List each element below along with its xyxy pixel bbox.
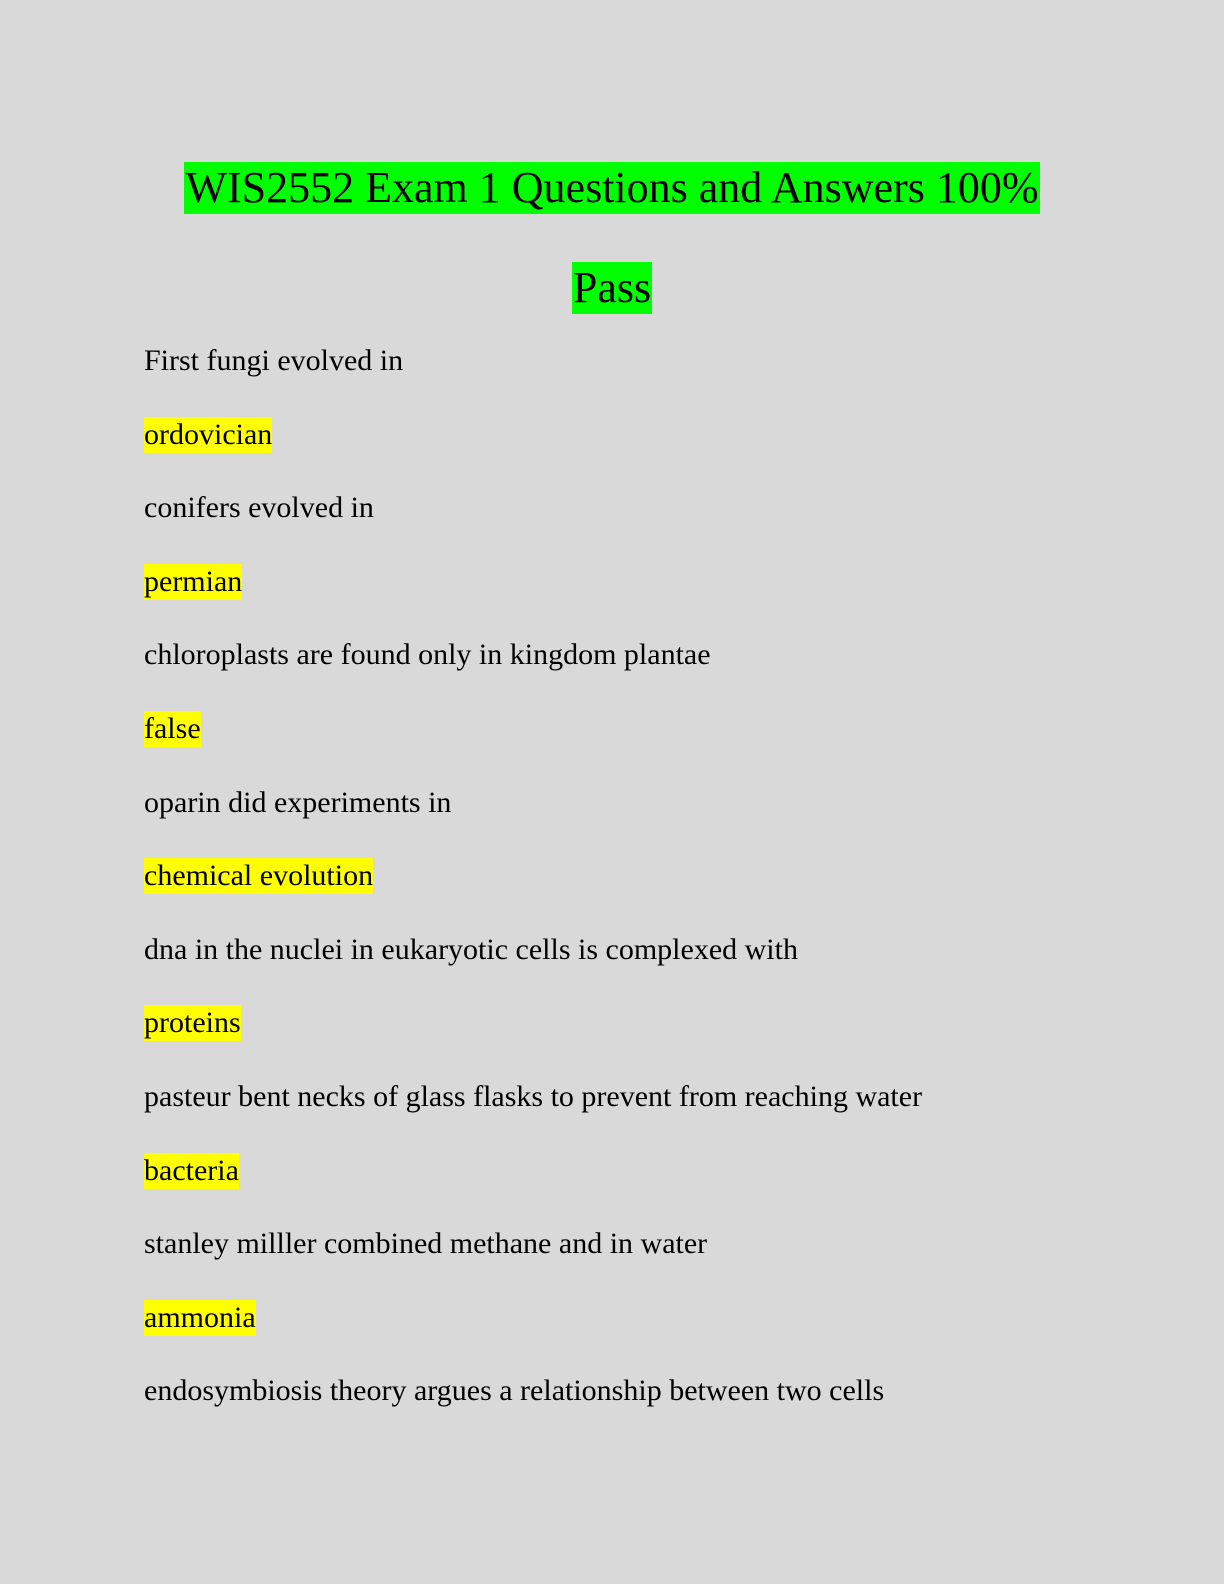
answer-2 (144, 559, 1124, 633)
question-text: pasteur bent necks of glass flasks to prevent from reaching water (144, 1079, 923, 1113)
answer-text: false (144, 711, 201, 745)
question-5 (144, 927, 1124, 1001)
document-title (0, 138, 1224, 338)
answer-3 (144, 706, 1124, 780)
question-1 (144, 338, 1124, 412)
answer-1 (144, 412, 1124, 486)
qa-list (144, 338, 1124, 1442)
answer-5 (144, 1000, 1124, 1074)
question-text: First fungi evolved in (144, 344, 404, 377)
question-text: stanley milller combined methane and in water (144, 1227, 708, 1261)
question-4 (144, 780, 1124, 854)
answer-text: bacteria (144, 1153, 239, 1187)
question-text: conifers evolved in (144, 491, 374, 525)
question-text: dna in the nuclei in eukaryotic cells is complexed with (144, 932, 798, 966)
answer-7 (144, 1295, 1124, 1369)
title-text-1: WIS2552 Exam 1 Questions and Answers 100% (185, 163, 1039, 212)
question-text: chloroplasts are found only in kingdom plantae (144, 638, 711, 672)
title-text-2: Pass (572, 263, 652, 312)
answer-text: permian (144, 564, 243, 598)
question-text: endosymbiosis theory argues a relationship between two cells (144, 1374, 885, 1408)
question-6 (144, 1074, 1124, 1148)
answer-6 (144, 1148, 1124, 1222)
title-line-2 (0, 238, 1224, 338)
answer-text: ammonia (144, 1300, 256, 1334)
title-line-1 (0, 138, 1224, 238)
question-3 (144, 632, 1124, 706)
question-text: oparin did experiments in (144, 785, 452, 819)
answer-4 (144, 853, 1124, 927)
answer-text: proteins (144, 1006, 241, 1040)
question-8 (144, 1368, 1124, 1442)
question-7 (144, 1221, 1124, 1295)
answer-text: chemical evolution (144, 859, 374, 893)
answer-text: ordovician (144, 417, 273, 451)
question-2 (144, 485, 1124, 559)
